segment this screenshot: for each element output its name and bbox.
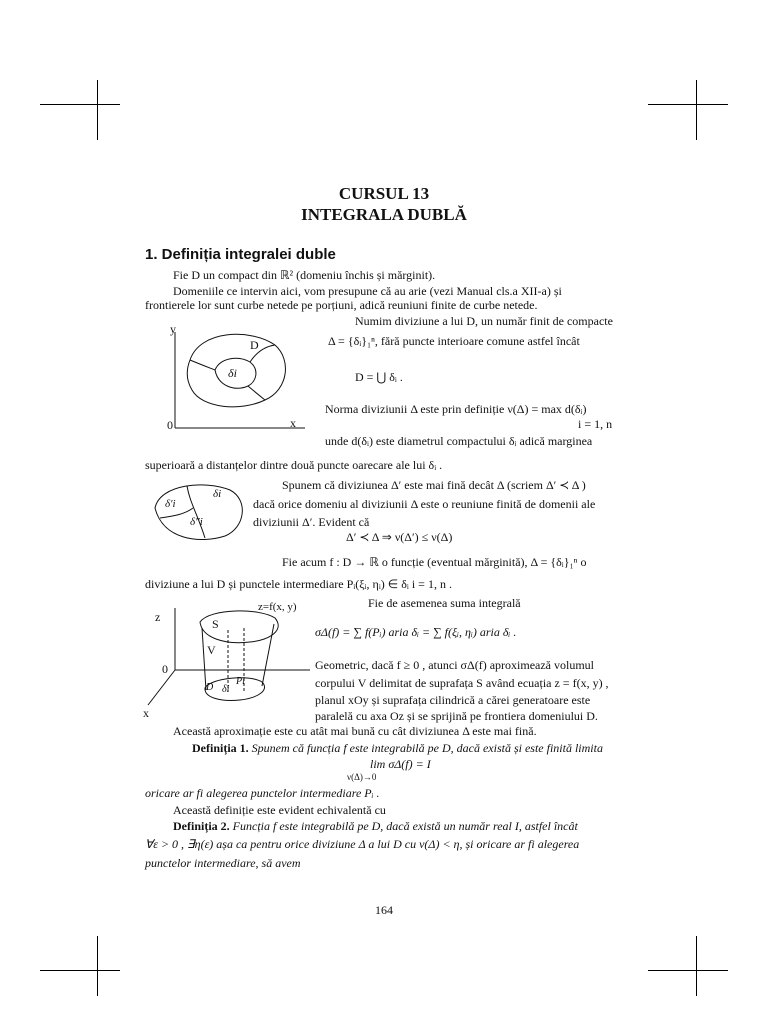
text-line: Această aproximație este cu atât mai bună cu cât diviziunea Δ este mai fină. [173, 724, 537, 738]
surface-label: S [212, 617, 219, 631]
text-line: Această definiție este evident echivalentă cu [173, 803, 386, 817]
text-line: Domeniile ce intervin aici, vom presupune că au arie (vezi Manual cls.a XII-a) și [173, 284, 562, 298]
text-line: dacă orice domeniu al diviziunii Δ este o reuniune finită de domenii ale [253, 497, 596, 511]
page-number: 164 [375, 903, 393, 917]
text-line: Geometric, dacă f ≥ 0 , atunci σΔ(f) aproximează volumul [315, 658, 594, 672]
origin-label: 0 [167, 418, 173, 432]
text-line: oricare ar fi alegerea punctelor intermediare Pᵢ . [145, 786, 380, 800]
crop-mark [696, 80, 697, 140]
subdomain-label: δi [228, 366, 237, 380]
subdomain-label: δ′i [165, 498, 176, 510]
subdomain-label: δi [213, 488, 222, 500]
volume-figure [140, 600, 315, 718]
definition-text: Spunem că funcția f este integrabilă pe D, dacă există și este finită limita [251, 741, 603, 755]
text-line: Fie D un compact din ℝ² (domeniu închis și mărginit). [173, 268, 436, 282]
text-line: unde d(δᵢ) este diametrul compactului δᵢ adică marginea [325, 434, 593, 448]
text-line: Spunem că diviziunea Δ′ este mai fină decât Δ (scriem Δ′ ≺ Δ ) [282, 478, 586, 492]
text-line: Fie de asemenea suma integrală [368, 596, 521, 610]
definition-text: Funcția f este integrabilă pe D, dacă există un număr real I, astfel încât [232, 819, 578, 833]
definition-label: Definiția 1. [192, 741, 249, 755]
crop-mark [97, 80, 98, 140]
text-line: punctelor intermediare, să avem [145, 856, 301, 870]
chapter-title: INTEGRALA DUBLĂ [301, 205, 467, 224]
crop-mark [40, 970, 120, 971]
refinement-figure [145, 478, 250, 546]
x-axis-label: x [290, 416, 296, 430]
origin-label: 0 [162, 662, 168, 676]
x-axis-label: x [143, 706, 149, 720]
formula: σΔ(f) = ∑ f(Pᵢ) aria δᵢ = ∑ f(ξᵢ, ηᵢ) aria δᵢ . [315, 625, 517, 639]
text-line: diviziunii Δ′. Evident că [253, 515, 370, 529]
point-label: Pi [236, 676, 245, 687]
crop-mark [40, 104, 120, 105]
text-line: Fie acum f : D → ℝ o funcție (eventual mărginită), Δ = {δᵢ}₁ⁿ o [282, 555, 587, 569]
text-line: frontierele lor sunt curbe netede pe porțiuni, adică reuniuni finite de curbe netede. [145, 298, 538, 312]
text-line: paralelă cu axa Oz și se sprijină pe frontiera domeniului D. [315, 709, 598, 723]
section-heading: 1. Definiția integralei duble [145, 246, 336, 263]
course-title: CURSUL 13 [338, 184, 430, 203]
formula: D = ⋃ δᵢ . [355, 370, 403, 384]
crop-mark [97, 936, 98, 996]
text-line: planul xOy și suprafața cilindrică a cărei generatoare este [315, 693, 591, 707]
formula: Δ′ ≺ Δ ⇒ ν(Δ′) ≤ ν(Δ) [346, 530, 453, 544]
text-line: Norma diviziunii Δ este prin definiție ν(Δ) = max d(δᵢ) [325, 402, 587, 416]
crop-mark [648, 970, 728, 971]
crop-mark [696, 936, 697, 996]
crop-mark [648, 104, 728, 105]
text-line: ∀ε > 0 , ∃η(ε) așa ca pentru orice diviziune Δ a lui D cu ν(Δ) < η, și oricare ar fi alegerea [145, 837, 580, 851]
definition-label: Definiția 2. [173, 819, 230, 833]
text-line: Numim diviziune a lui D, un număr finit de compacte [355, 314, 613, 328]
formula: Δ = {δᵢ}₁ⁿ, fără puncte interioare comune astfel încât [328, 334, 580, 348]
text-line: diviziune a lui D și punctele intermediare Pᵢ(ξᵢ, ηᵢ) ∈ δᵢ i = 1, n . [145, 577, 452, 591]
limit-formula: lim σΔ(f) = I [370, 757, 431, 771]
subdomain-label: δ″i [190, 516, 203, 528]
domain-label: D [250, 338, 259, 352]
limit-subscript: ν(Δ)→0 [347, 772, 377, 782]
definition-2 [173, 819, 578, 833]
domain-label: D [206, 682, 214, 693]
volume-label: V [207, 643, 216, 657]
formula-subscript: i = 1, n [578, 417, 613, 431]
text-line: superioară a distanțelor dintre două puncte oarecare ale lui δᵢ . [145, 458, 443, 472]
y-axis-label: y [170, 322, 176, 336]
surface-equation-label: z=f(x, y) [258, 601, 297, 613]
subdomain-label: δi [222, 684, 230, 695]
definition-1 [192, 741, 603, 755]
text-line: corpului V delimitat de suprafața S având ecuația z = f(x, y) , [315, 676, 609, 690]
z-axis-label: z [155, 610, 161, 624]
